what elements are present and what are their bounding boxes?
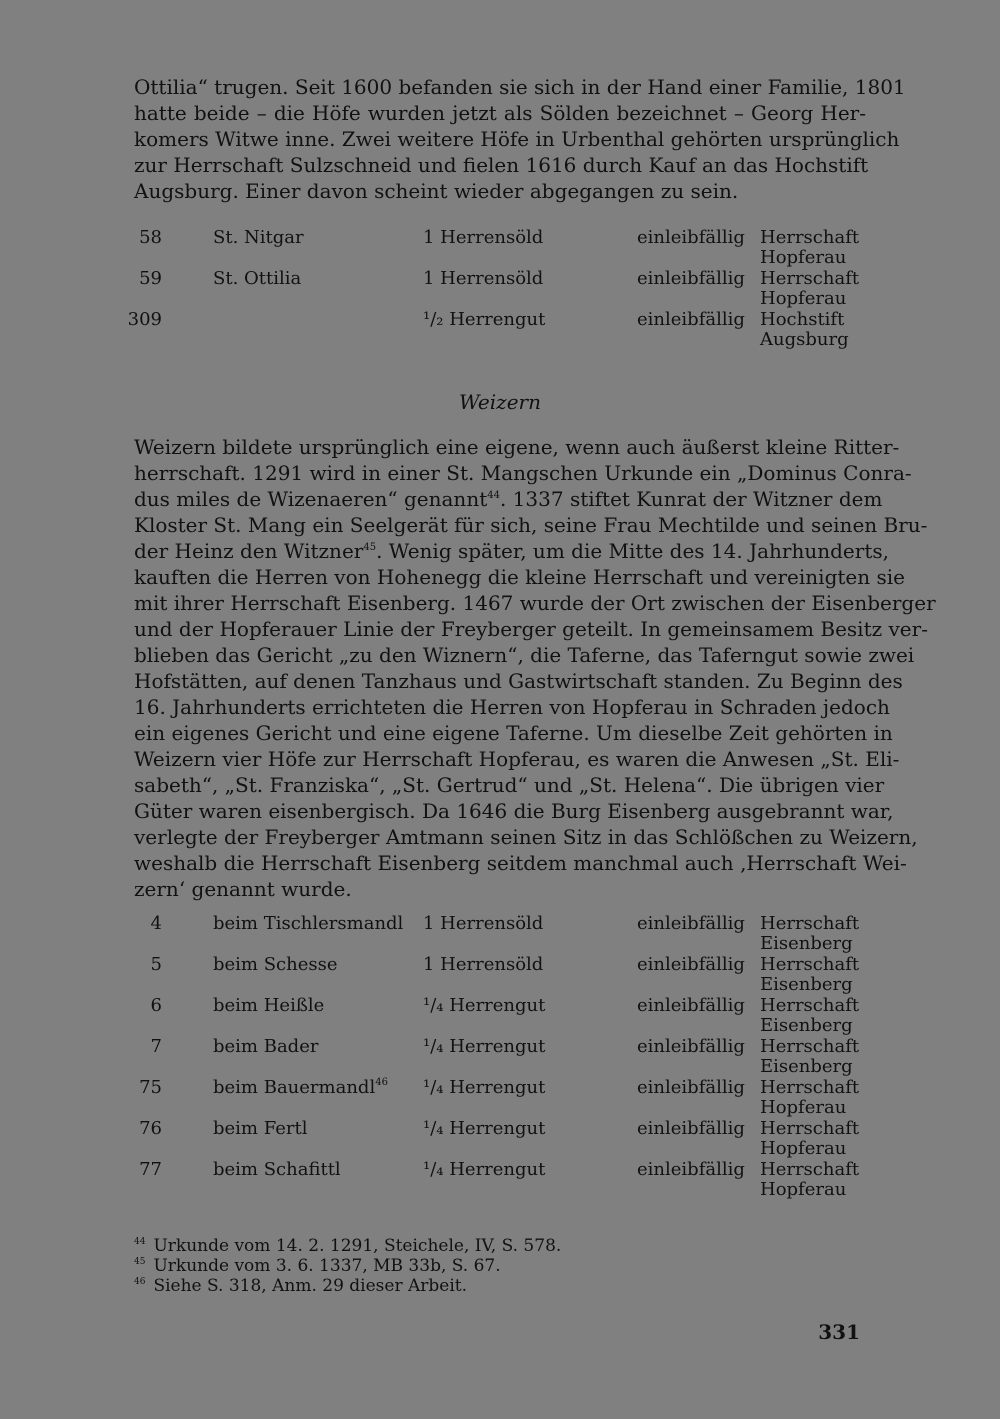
- tenure-status: einleibfällig: [637, 954, 745, 975]
- text-line: [134, 460, 912, 486]
- tenure-status: einleibfällig: [637, 227, 745, 248]
- property-name: [213, 1037, 318, 1057]
- owner-line-1: Herrschaft: [760, 1118, 860, 1139]
- footnote: [134, 1256, 561, 1276]
- text-line: [134, 798, 894, 824]
- owner-line-1: Herrschaft: [760, 1077, 860, 1098]
- line-text: . 1337 stiftet Kunrat der Witzner dem: [499, 487, 883, 511]
- tenure-status: einleibfällig: [637, 268, 745, 289]
- property-name-text: beim Fertl: [213, 1118, 308, 1139]
- tenure-status: einleibfällig: [637, 1077, 745, 1098]
- text-line: [134, 772, 885, 798]
- property-share: ¹/₄ Herrengut: [423, 1159, 546, 1180]
- property-name-text: beim Bader: [213, 1036, 319, 1057]
- property-name-text: beim Schafittl: [213, 1159, 341, 1180]
- table-row: [0, 228, 1000, 270]
- text-line: komers Witwe inne. Zwei weitere Höfe in Urbenthal gehörten ursprünglich: [134, 127, 900, 151]
- line-text: sabeth“, „St. Franziska“, „St. Gertrud“ und „St. Helena“. Die übrigen vier: [134, 773, 885, 797]
- footnote-text: Urkunde vom 14. 2. 1291, Steichele, IV, S. 578.: [153, 1236, 562, 1256]
- table-row: [0, 1037, 1000, 1079]
- owner-line-2: Eisenberg: [760, 1056, 853, 1077]
- property-name-text: beim Tischlersmandl: [213, 913, 404, 934]
- property-name: [213, 1078, 388, 1098]
- line-text: Hofstätten, auf denen Tanzhaus und Gastwirtschaft standen. Zu Beginn des: [134, 669, 903, 693]
- owner-line-2: Hopferau: [760, 1179, 847, 1200]
- owner-line-2: Hopferau: [760, 247, 847, 268]
- text-line: [134, 668, 903, 694]
- owner-line-1: Herrschaft: [760, 995, 860, 1016]
- line-text: blieben das Gericht „zu den Wiznern“, die Taferne, das Taferngut sowie zwei: [134, 643, 915, 667]
- footnotes: [134, 1236, 561, 1296]
- property-share: 1 Herrensöld: [423, 913, 544, 934]
- text-line: hatte beide – die Höfe wurden jetzt als Sölden bezeichnet – Georg Her-: [134, 101, 866, 125]
- owner-line-1: Herrschaft: [760, 268, 860, 289]
- owner-line-2: Hopferau: [760, 288, 847, 309]
- property-share: 1 Herrensöld: [423, 227, 544, 248]
- text-line: [134, 850, 907, 876]
- property-name-text: St. Ottilia: [213, 268, 302, 289]
- owner-line-2: Eisenberg: [760, 933, 853, 954]
- line-text: Weizern vier Höfe zur Herrschaft Hopferau, es waren die Anwesen „St. Eli-: [134, 747, 900, 771]
- row-number: 75: [139, 1077, 162, 1098]
- tenure-status: einleibfällig: [637, 913, 745, 934]
- text-line: [134, 720, 893, 746]
- owner-line-1: Herrschaft: [760, 1036, 860, 1057]
- line-text: herrschaft. 1291 wird in einer St. Mangschen Urkunde ein „Dominus Conra-: [134, 461, 912, 485]
- footnote-mark: 45: [134, 1257, 146, 1267]
- row-number: 7: [150, 1036, 162, 1057]
- text-line: Ottilia“ trugen. Seit 1600 befanden sie sich in der Hand einer Familie, 1801: [134, 75, 906, 99]
- tenure-status: einleibfällig: [637, 309, 745, 330]
- owner-line-1: Herrschaft: [760, 1159, 860, 1180]
- property-name: [213, 1119, 307, 1139]
- line-text: mit ihrer Herrschaft Eisenberg. 1467 wurde der Ort zwischen der Eisenberger: [134, 591, 936, 615]
- table-row: [0, 310, 1000, 352]
- property-share: 1 Herrensöld: [423, 268, 544, 289]
- line-text: . Wenig später, um die Mitte des 14. Jahrhunderts,: [376, 539, 889, 563]
- row-number: 76: [139, 1118, 162, 1139]
- owner-line-2: Eisenberg: [760, 974, 853, 995]
- text-line: [134, 642, 915, 668]
- text-line: [134, 746, 900, 772]
- owner-line-1: Herrschaft: [760, 227, 860, 248]
- footnote-ref: 45: [363, 542, 377, 553]
- owner-line-2: Eisenberg: [760, 1015, 853, 1036]
- text-line: [134, 434, 900, 460]
- property-share: 1 Herrensöld: [423, 954, 544, 975]
- property-share: ¹/₄ Herrengut: [423, 1118, 546, 1139]
- text-line: [134, 564, 905, 590]
- property-share: ¹/₄ Herrengut: [423, 1077, 546, 1098]
- text-line: [134, 538, 889, 564]
- owner-line-1: Herrschaft: [760, 954, 860, 975]
- property-name: [213, 228, 304, 248]
- owner-line-1: Hochstift: [760, 309, 845, 330]
- line-text: und der Hopferauer Linie der Freyberger geteilt. In gemeinsamem Besitz ver-: [134, 617, 928, 641]
- row-number: 5: [150, 954, 162, 975]
- footnote-ref: 44: [487, 490, 500, 501]
- line-text: zern‘ genannt wurde.: [134, 877, 352, 901]
- footnote-mark: 46: [134, 1277, 146, 1287]
- text-line: [134, 876, 866, 902]
- footnote-text: Siehe S. 318, Anm. 29 dieser Arbeit.: [153, 1276, 468, 1296]
- table-row: [0, 1119, 1000, 1161]
- property-name: [213, 269, 301, 289]
- row-number: 59: [139, 268, 162, 289]
- table-row: [0, 1078, 1000, 1120]
- tenure-status: einleibfällig: [637, 995, 745, 1016]
- text-line: Augsburg. Einer davon scheint wieder abgegangen zu sein.: [134, 179, 739, 203]
- footnote-mark: 44: [134, 1237, 146, 1247]
- owner-line-2: Augsburg: [760, 329, 849, 350]
- footnote-text: Urkunde vom 3. 6. 1337, MB 33b, S. 67.: [153, 1256, 501, 1276]
- table-row: [0, 269, 1000, 311]
- line-text: Kloster St. Mang ein Seelgerät für sich, seine Frau Mechtilde und seinen Bru-: [134, 513, 928, 537]
- row-number: 309: [127, 309, 162, 330]
- row-number: 4: [150, 913, 162, 934]
- text-line: [134, 590, 936, 616]
- line-text: 16. Jahrhunderts errichteten die Herren von Hopferau in Schraden jedoch: [134, 695, 890, 719]
- line-text: Weizern bildete ursprünglich eine eigene, wenn auch äußerst kleine Ritter-: [134, 435, 900, 459]
- text-line: [134, 694, 890, 720]
- property-name-text: beim Schesse: [213, 954, 338, 975]
- row-number: 6: [150, 995, 162, 1016]
- property-name-text: beim Bauermandl: [213, 1077, 376, 1098]
- property-share: ¹/₄ Herrengut: [423, 995, 546, 1016]
- table-row: [0, 1160, 1000, 1202]
- property-name: [213, 996, 324, 1016]
- line-text: dus miles de Wizenaeren“ genannt: [134, 487, 488, 511]
- property-share: ¹/₄ Herrengut: [423, 1036, 546, 1057]
- text-line: [134, 512, 928, 538]
- row-number: 58: [139, 227, 162, 248]
- paragraph-weizern: [134, 434, 936, 902]
- text-line: [134, 616, 928, 642]
- table-row: [0, 914, 1000, 956]
- line-text: ein eigenes Gericht und eine eigene Taferne. Um dieselbe Zeit gehörten in: [134, 721, 893, 745]
- property-share: ¹/₂ Herrengut: [423, 309, 546, 330]
- property-name: [213, 1160, 341, 1180]
- line-text: Güter waren eisenbergisch. Da 1646 die Burg Eisenberg ausgebrannt war,: [134, 799, 894, 823]
- footnote-ref: 46: [375, 1077, 388, 1088]
- tenure-status: einleibfällig: [637, 1159, 745, 1180]
- tenure-status: einleibfällig: [637, 1036, 745, 1057]
- section-heading: Weizern: [459, 390, 541, 414]
- property-name-text: St. Nitgar: [213, 227, 304, 248]
- text-line: zur Herrschaft Sulzschneid und fielen 1616 durch Kauf an das Hochstift: [134, 153, 869, 177]
- text-line: [134, 486, 883, 512]
- property-name: [213, 914, 403, 934]
- owner-line-2: Hopferau: [760, 1097, 847, 1118]
- text-line: [134, 824, 918, 850]
- paragraph-urbenthal: [134, 74, 906, 204]
- line-text: verlegte der Freyberger Amtmann seinen Sitz in das Schlößchen zu Weizern,: [134, 825, 918, 849]
- table-row: [0, 996, 1000, 1038]
- owner-line-1: Herrschaft: [760, 913, 860, 934]
- page-number: 331: [818, 1320, 860, 1344]
- line-text: der Heinz den Witzner: [134, 539, 364, 563]
- line-text: weshalb die Herrschaft Eisenberg seitdem manchmal auch ‚Herrschaft Wei-: [134, 851, 907, 875]
- row-number: 77: [139, 1159, 162, 1180]
- footnote: [134, 1236, 561, 1256]
- footnote: [134, 1276, 561, 1296]
- tenure-status: einleibfällig: [637, 1118, 745, 1139]
- owner-line-2: Hopferau: [760, 1138, 847, 1159]
- property-name-text: beim Heißle: [213, 995, 325, 1016]
- line-text: kauften die Herren von Hohenegg die kleine Herrschaft und vereinigten sie: [134, 565, 905, 589]
- property-name: [213, 955, 338, 975]
- table-row: [0, 955, 1000, 997]
